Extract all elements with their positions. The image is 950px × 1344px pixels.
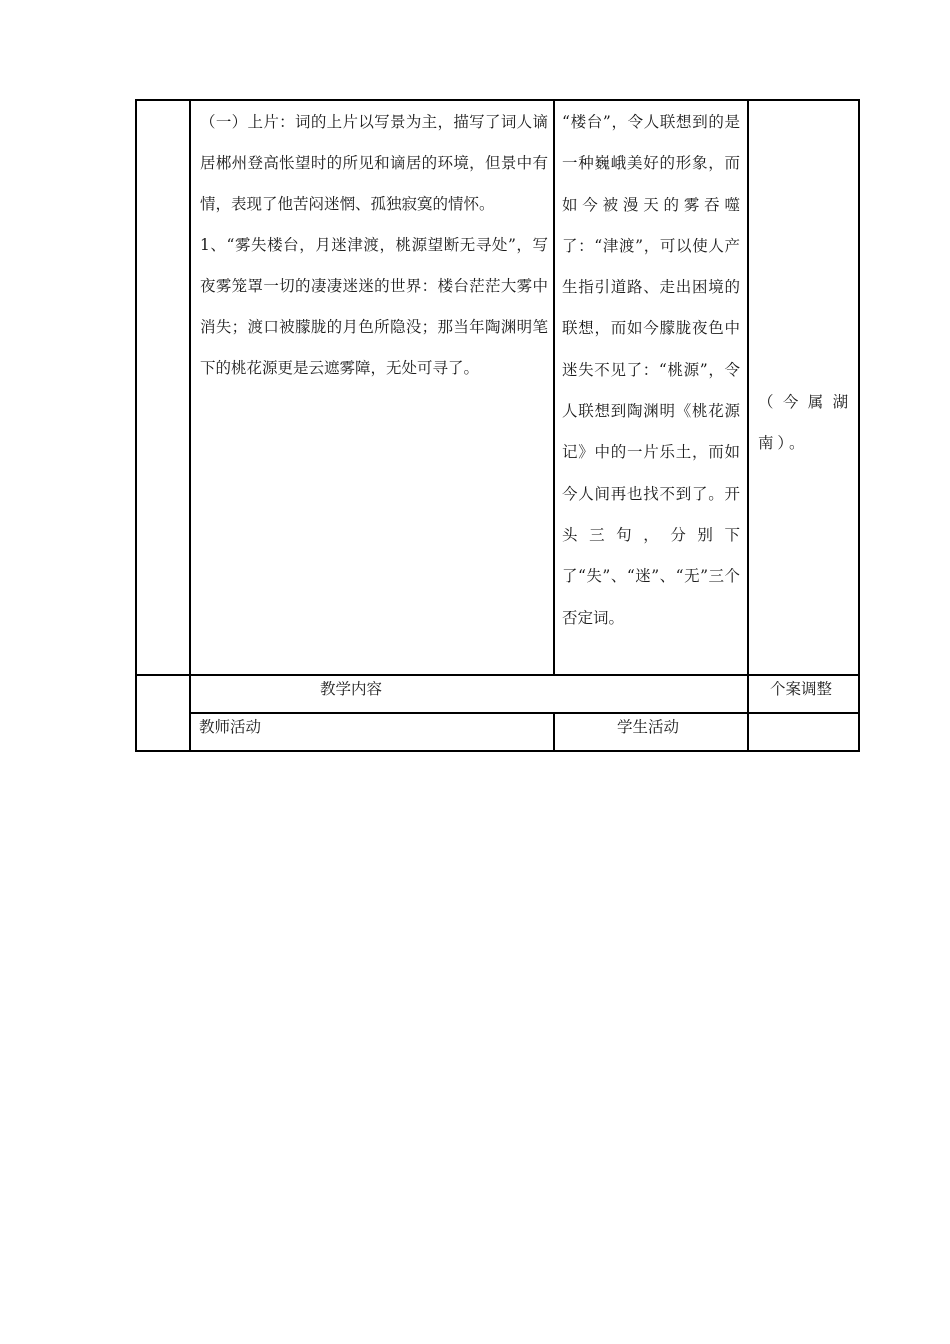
table-border-left [135, 99, 137, 752]
adjust-note: （今属湖南）。 [758, 393, 852, 452]
column-divider-1 [189, 99, 191, 752]
student-note: “楼台”，令人联想到的是一种巍峨美好的形象，而如今被漫天的雾吞噬了：“津渡”，可以使人产生指引道路、走出困境的联想，而如今朦胧夜色中迷失不见了：“桃源”，令人联想到陶渊明《桃花源记》中的一片乐土，而如今人间再也找不到了。开头三句，分别下了“失”、“迷”、“无”三个否定词。 [562, 113, 740, 627]
column-divider-2 [553, 99, 555, 674]
subheader-divider [189, 712, 860, 714]
header-teaching-content: 教学内容 [320, 680, 383, 698]
table-border-top [135, 99, 860, 101]
row-divider [135, 674, 860, 676]
table-border-right [858, 99, 860, 752]
upper-part-text [200, 102, 548, 389]
upper-part-point-1: 1、“雾失楼台，月迷津渡，桃源望断无寻处”，写夜雾笼罩一切的凄凄迷迷的世界：楼台茫茫大雾中消失；渡口被朦胧的月色所隐没；那当年陶渊明笔下的桃花源更是云遮雾障，无处可寻了。 [200, 236, 548, 377]
header-teacher-activity: 教师活动 [199, 718, 262, 736]
header-case-adjustment: 个案调整 [770, 680, 833, 698]
upper-part-intro: （一）上片：词的上片以写景为主，描写了词人谪居郴州登高怅望时的所见和谪居的环境，但景中有情，表现了他苦闷迷惘、孤独寂寞的情怀。 [200, 113, 548, 213]
column-divider-2-lower [553, 712, 555, 752]
table-border-bottom [135, 750, 860, 752]
header-student-activity: 学生活动 [617, 718, 680, 736]
column-divider-3 [747, 99, 749, 752]
